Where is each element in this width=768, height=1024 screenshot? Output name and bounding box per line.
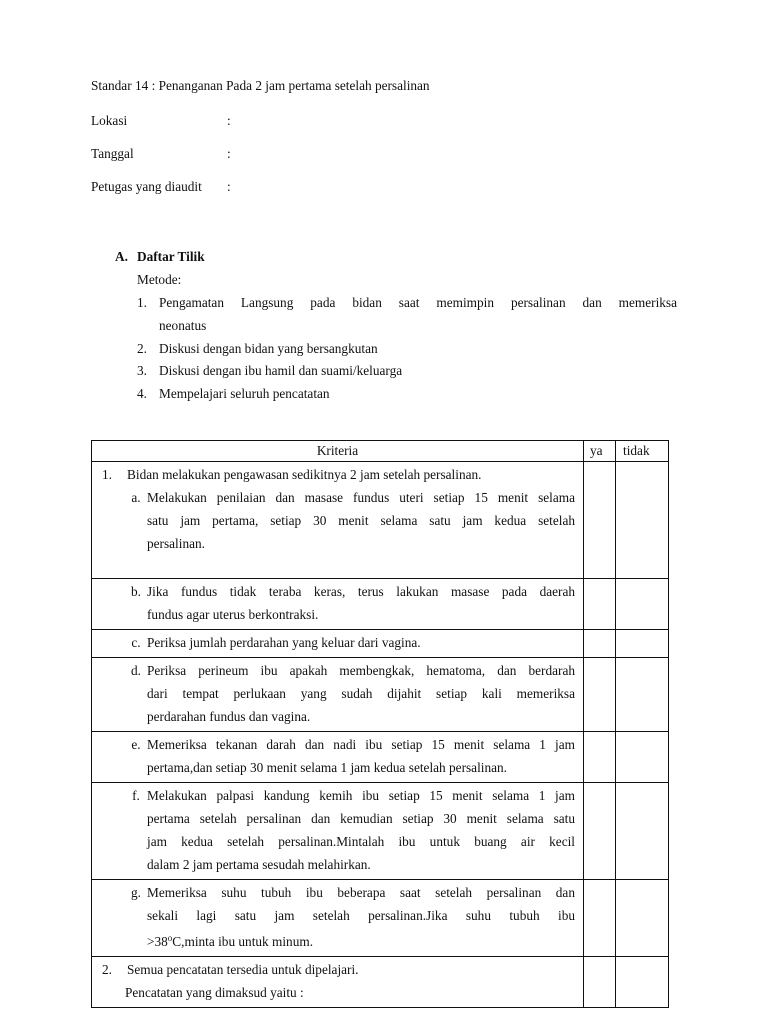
method-text-3: Diskusi dengan ibu hamil dan suami/keluarga xyxy=(159,363,403,378)
document-title: Standar 14 : Penanganan Pada 2 jam pertama setelah persalinan xyxy=(91,78,430,93)
sub-text-line: jam kedua setelah persalinan.Mintalah ibu untuk buang air kecil xyxy=(147,834,575,849)
table-row xyxy=(92,732,669,783)
criteria-table xyxy=(91,440,669,1008)
sub-text-line: Memeriksa suhu tubuh ibu beberapa saat setelah persalinan dan xyxy=(147,885,575,900)
sub-text-line: dari tempat perlukaan yang sudah dijahit setiap kali memeriksa xyxy=(147,686,575,701)
table-row xyxy=(92,957,669,1008)
table-header-row xyxy=(92,441,669,462)
checkbox-ya[interactable] xyxy=(584,957,616,1008)
checkbox-tidak[interactable] xyxy=(616,880,669,957)
checkbox-ya[interactable] xyxy=(584,579,616,630)
sub-text-line: Periksa perineum ibu apakah membengkak, hematoma, dan berdarah xyxy=(147,663,575,678)
sub-text-line: persalinan. xyxy=(147,536,205,551)
sub-letter: g. xyxy=(131,885,141,900)
header-ya: ya xyxy=(584,441,616,462)
checkbox-tidak[interactable] xyxy=(616,630,669,658)
sub-text-line: dalam 2 jam pertama sesudah melahirkan. xyxy=(147,857,371,872)
field-sep-tanggal: : xyxy=(227,146,231,161)
sub-letter: b. xyxy=(131,584,141,599)
checkbox-ya[interactable] xyxy=(584,783,616,880)
method-text-4: Mempelajari seluruh pencatatan xyxy=(159,386,330,401)
section-heading: Daftar Tilik xyxy=(137,249,205,264)
checkbox-tidak[interactable] xyxy=(616,957,669,1008)
checkbox-ya[interactable] xyxy=(584,630,616,658)
method-label: Metode: xyxy=(137,272,182,287)
method-text-2: Diskusi dengan bidan yang bersangkutan xyxy=(159,341,378,356)
field-label-tanggal: Tanggal xyxy=(91,146,134,161)
method-text-1: Pengamatan Langsung pada bidan saat memimpin persalinan dan memeriksa xyxy=(159,295,677,310)
sub-letter: a. xyxy=(131,490,141,505)
field-label-lokasi: Lokasi xyxy=(91,113,128,128)
item-text-cont: Pencatatan yang dimaksud yaitu : xyxy=(125,985,304,1000)
sub-text-line: perdarahan fundus dan vagina. xyxy=(147,709,311,724)
sub-text-line: Melakukan penilaian dan masase fundus uteri setiap 15 menit selama xyxy=(147,490,575,505)
method-num-3: 3. xyxy=(137,363,147,378)
table-row xyxy=(92,579,669,630)
sub-text-line: satu jam pertama, setiap 30 menit selama satu jam kedua setelah xyxy=(147,513,575,528)
sub-text-line: fundus agar uterus berkontraksi. xyxy=(147,607,319,622)
header-kriteria: Kriteria xyxy=(92,441,584,462)
item-number: 2. xyxy=(102,962,112,977)
item-text: Bidan melakukan pengawasan sedikitnya 2 jam setelah persalinan. xyxy=(127,467,482,482)
sub-text-line: Memeriksa tekanan darah dan nadi ibu setiap 15 menit selama 1 jam xyxy=(147,737,575,752)
sub-text-line: pertama,dan setiap 30 menit selama 1 jam kedua setelah persalinan. xyxy=(147,760,507,775)
item-number: 1. xyxy=(102,467,112,482)
sub-text-line: Periksa jumlah perdarahan yang keluar dari vagina. xyxy=(147,635,421,650)
sub-text-line: Melakukan palpasi kandung kemih ibu setiap 15 menit selama 1 jam xyxy=(147,788,575,803)
checkbox-tidak[interactable] xyxy=(616,783,669,880)
method-num-4: 4. xyxy=(137,386,147,401)
header-tidak: tidak xyxy=(616,441,669,462)
sub-letter: f. xyxy=(132,788,140,803)
item-text: Semua pencatatan tersedia untuk dipelajari. xyxy=(127,962,359,977)
method-num-1: 1. xyxy=(137,295,147,310)
sub-text-line: sekali lagi satu jam setelah persalinan.Jika suhu tubuh ibu xyxy=(147,908,575,923)
field-sep-petugas: : xyxy=(227,179,231,194)
checkbox-tidak[interactable] xyxy=(616,462,669,579)
checkbox-tidak[interactable] xyxy=(616,579,669,630)
field-label-petugas: Petugas yang diaudit xyxy=(91,179,202,194)
degree-superscript: o xyxy=(167,933,173,943)
field-sep-lokasi: : xyxy=(227,113,231,128)
checkbox-ya[interactable] xyxy=(584,732,616,783)
checkbox-tidak[interactable] xyxy=(616,658,669,732)
sub-letter: c. xyxy=(131,635,141,650)
table-row xyxy=(92,783,669,880)
table-row xyxy=(92,880,669,957)
table-row xyxy=(92,462,669,579)
sub-text-line: Jika fundus tidak teraba keras, terus lakukan masase pada daerah xyxy=(147,584,575,599)
sub-letter: e. xyxy=(131,737,141,752)
checkbox-ya[interactable] xyxy=(584,658,616,732)
table-row xyxy=(92,658,669,732)
checkbox-tidak[interactable] xyxy=(616,732,669,783)
table-row xyxy=(92,630,669,658)
method-text-1-cont: neonatus xyxy=(159,318,207,333)
method-num-2: 2. xyxy=(137,341,147,356)
section-letter: A. xyxy=(115,249,128,264)
checkbox-ya[interactable] xyxy=(584,462,616,579)
checkbox-ya[interactable] xyxy=(584,880,616,957)
sub-letter: d. xyxy=(131,663,141,678)
sub-text-line-temperature: $>38^oC,minta$ ibu untuk minum. xyxy=(147,933,314,949)
sub-text-line: pertama setelah persalinan dan kemudian setiap 30 menit selama satu xyxy=(147,811,575,826)
